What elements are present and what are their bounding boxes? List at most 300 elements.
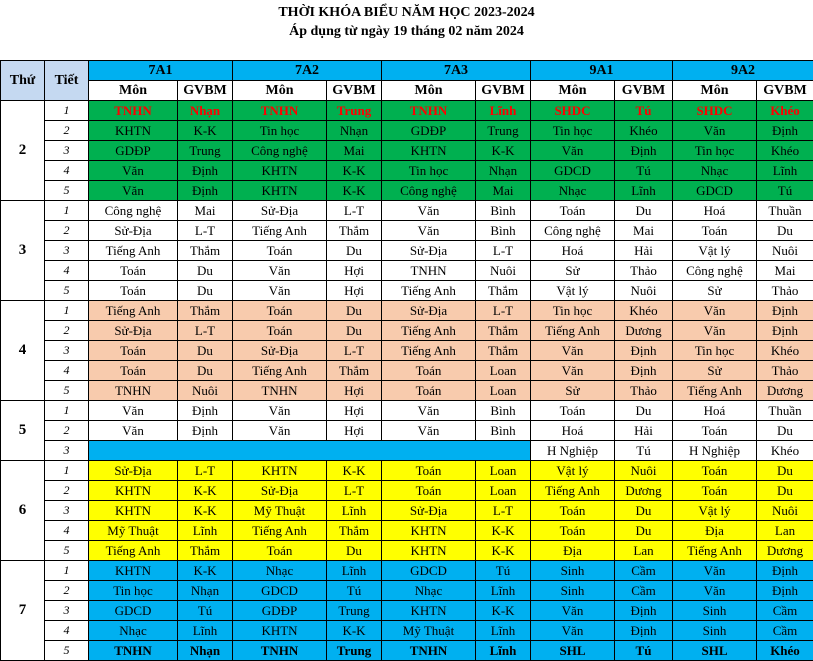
teacher-cell: Hợi xyxy=(327,401,382,421)
timetable-row xyxy=(1,461,813,481)
subject-cell: KHTN xyxy=(233,161,327,181)
subject-cell: Vật lý xyxy=(531,461,615,481)
teacher-cell: Định xyxy=(178,421,233,441)
subject-cell: Văn xyxy=(531,361,615,381)
teacher-cell: Thuần xyxy=(757,401,813,421)
teacher-cell: Hợi xyxy=(327,421,382,441)
timetable-row xyxy=(1,141,813,161)
subject-cell: Tin học xyxy=(382,161,476,181)
period-cell: 3 xyxy=(45,441,89,461)
teacher-cell: Du xyxy=(615,401,673,421)
teacher-cell: Loan xyxy=(476,361,531,381)
teacher-cell: Tú xyxy=(178,601,233,621)
subject-cell: Công nghệ xyxy=(382,181,476,201)
header-thu: Thứ xyxy=(1,61,45,101)
teacher-cell: Lĩnh xyxy=(615,181,673,201)
subject-cell: KHTN xyxy=(233,621,327,641)
subject-cell: Toán xyxy=(382,461,476,481)
subject-cell: Toán xyxy=(233,541,327,561)
subject-cell: Toán xyxy=(382,381,476,401)
subject-cell: Toán xyxy=(531,521,615,541)
subject-cell: KHTN xyxy=(233,181,327,201)
subject-cell: Toán xyxy=(233,301,327,321)
subject-cell: Tiếng Anh xyxy=(233,521,327,541)
period-cell: 4 xyxy=(45,161,89,181)
subject-cell: Tiếng Anh xyxy=(89,241,178,261)
teacher-cell: Thắm xyxy=(327,361,382,381)
timetable-row xyxy=(1,381,813,401)
teacher-cell: K-K xyxy=(327,161,382,181)
period-cell: 1 xyxy=(45,461,89,481)
teacher-cell: Khéo xyxy=(757,441,813,461)
teacher-cell: Bình xyxy=(476,401,531,421)
subject-cell: Sử-Địa xyxy=(233,341,327,361)
teacher-cell: Mai xyxy=(327,141,382,161)
subject-cell: KHTN xyxy=(89,121,178,141)
subject-cell: TNHN xyxy=(233,101,327,121)
subject-cell: Toán xyxy=(673,421,757,441)
period-cell: 5 xyxy=(45,381,89,401)
subject-cell: Toán xyxy=(233,321,327,341)
period-cell: 4 xyxy=(45,261,89,281)
subject-cell: Toán xyxy=(673,221,757,241)
subject-cell: Nhạc xyxy=(531,181,615,201)
page-subtitle: Áp dụng từ ngày 19 tháng 02 năm 2024 xyxy=(0,24,813,40)
subject-cell: Toán xyxy=(89,281,178,301)
subject-cell: Tiếng Anh xyxy=(531,321,615,341)
teacher-cell: Tú xyxy=(327,581,382,601)
teacher-cell: Định xyxy=(757,581,813,601)
subject-cell: Nhạc xyxy=(382,581,476,601)
subject-cell: Sử xyxy=(673,361,757,381)
subject-cell: Công nghệ xyxy=(531,221,615,241)
timetable-row xyxy=(1,521,813,541)
timetable-row xyxy=(1,401,813,421)
subject-cell: Nhạc xyxy=(233,561,327,581)
teacher-cell: Nhạn xyxy=(178,641,233,661)
subject-cell: SHDC xyxy=(673,101,757,121)
teacher-cell: Dương xyxy=(615,481,673,501)
subject-cell: H Nghiệp xyxy=(531,441,615,461)
teacher-cell: K-K xyxy=(476,141,531,161)
subject-cell: Văn xyxy=(531,341,615,361)
subject-cell: SHDC xyxy=(531,101,615,121)
timetable-row xyxy=(1,101,813,121)
teacher-cell: L-T xyxy=(178,221,233,241)
teacher-cell: Thắm xyxy=(327,221,382,241)
teacher-cell: Định xyxy=(178,401,233,421)
teacher-cell: Thắm xyxy=(178,301,233,321)
subject-cell: H Nghiệp xyxy=(673,441,757,461)
subject-cell: Toán xyxy=(89,361,178,381)
teacher-cell: K-K xyxy=(178,121,233,141)
teacher-cell: Cầm xyxy=(615,581,673,601)
teacher-cell: Du xyxy=(178,341,233,361)
header-mon: Môn xyxy=(89,81,178,101)
subject-cell: Hoá xyxy=(673,201,757,221)
timetable-row xyxy=(1,641,813,661)
period-cell: 3 xyxy=(45,501,89,521)
timetable-row xyxy=(1,601,813,621)
teacher-cell: Thảo xyxy=(757,361,813,381)
class-header-row xyxy=(1,61,813,81)
teacher-cell: Loan xyxy=(476,461,531,481)
timetable-row xyxy=(1,281,813,301)
period-cell: 5 xyxy=(45,281,89,301)
subject-cell: Sử-Địa xyxy=(382,241,476,261)
period-cell: 3 xyxy=(45,141,89,161)
subject-cell: Toán xyxy=(531,201,615,221)
teacher-cell: Thảo xyxy=(615,261,673,281)
teacher-cell: Du xyxy=(757,421,813,441)
teacher-cell: K-K xyxy=(476,521,531,541)
subject-cell: Văn xyxy=(89,181,178,201)
teacher-cell: Định xyxy=(757,321,813,341)
subject-cell: TNHN xyxy=(382,641,476,661)
teacher-cell: L-T xyxy=(327,481,382,501)
subject-cell: Địa xyxy=(531,541,615,561)
timetable-row xyxy=(1,181,813,201)
subject-cell: GDCD xyxy=(233,581,327,601)
subject-cell: Sử-Địa xyxy=(89,221,178,241)
subject-cell: Sinh xyxy=(531,581,615,601)
subject-cell: GDCD xyxy=(89,601,178,621)
subject-cell: GDCD xyxy=(382,561,476,581)
subject-cell: Vật lý xyxy=(673,501,757,521)
timetable-row xyxy=(1,581,813,601)
teacher-cell: Hợi xyxy=(327,381,382,401)
period-cell: 1 xyxy=(45,301,89,321)
timetable-row xyxy=(1,301,813,321)
timetable xyxy=(0,60,813,661)
subject-cell: Văn xyxy=(89,161,178,181)
teacher-cell: Khéo xyxy=(615,121,673,141)
subject-cell: Địa xyxy=(673,521,757,541)
header-mon: Môn xyxy=(233,81,327,101)
teacher-cell: Hợi xyxy=(327,261,382,281)
header-gvbm: GVBM xyxy=(476,81,531,101)
teacher-cell: K-K xyxy=(327,621,382,641)
subject-cell: Văn xyxy=(382,201,476,221)
period-cell: 2 xyxy=(45,581,89,601)
teacher-cell: Định xyxy=(615,601,673,621)
subject-cell: KHTN xyxy=(382,601,476,621)
subject-cell: Tiếng Anh xyxy=(382,281,476,301)
subject-cell: Công nghệ xyxy=(89,201,178,221)
timetable-row xyxy=(1,441,813,461)
period-cell: 2 xyxy=(45,221,89,241)
subject-cell: Văn xyxy=(673,121,757,141)
teacher-cell: Trung xyxy=(476,121,531,141)
subject-cell: Tiếng Anh xyxy=(382,321,476,341)
teacher-cell: Du xyxy=(178,361,233,381)
subject-cell: Tiếng Anh xyxy=(673,541,757,561)
teacher-cell: Tú xyxy=(476,561,531,581)
teacher-cell: Khéo xyxy=(615,301,673,321)
teacher-cell: Định xyxy=(178,181,233,201)
timetable-row xyxy=(1,421,813,441)
subject-cell: Văn xyxy=(673,581,757,601)
teacher-cell: Thắm xyxy=(178,541,233,561)
subject-cell: Tiếng Anh xyxy=(531,481,615,501)
teacher-cell: Du xyxy=(327,541,382,561)
header-class: 7A2 xyxy=(233,61,382,81)
teacher-cell: Nhạn xyxy=(327,121,382,141)
subject-cell: Văn xyxy=(233,421,327,441)
subject-cell: Văn xyxy=(382,401,476,421)
timetable-row xyxy=(1,501,813,521)
timetable-row xyxy=(1,621,813,641)
header-gvbm: GVBM xyxy=(615,81,673,101)
subject-cell: Sử xyxy=(531,261,615,281)
day-cell: 6 xyxy=(1,461,45,561)
period-cell: 2 xyxy=(45,481,89,501)
subject-cell: TNHN xyxy=(382,261,476,281)
header-class: 7A1 xyxy=(89,61,233,81)
teacher-cell: Bình xyxy=(476,421,531,441)
timetable-row xyxy=(1,121,813,141)
teacher-cell: K-K xyxy=(327,181,382,201)
subject-cell: SHL xyxy=(531,641,615,661)
teacher-cell: Tú xyxy=(757,181,813,201)
teacher-cell: Lan xyxy=(615,541,673,561)
subject-cell: Văn xyxy=(233,281,327,301)
subject-cell: Tin học xyxy=(673,141,757,161)
teacher-cell: K-K xyxy=(476,541,531,561)
period-cell: 2 xyxy=(45,321,89,341)
teacher-cell: Định xyxy=(757,301,813,321)
teacher-cell: Du xyxy=(178,281,233,301)
subject-cell: KHTN xyxy=(89,561,178,581)
teacher-cell: Du xyxy=(615,521,673,541)
timetable-row xyxy=(1,241,813,261)
teacher-cell: L-T xyxy=(178,461,233,481)
subject-cell: Sinh xyxy=(673,601,757,621)
subject-cell: Văn xyxy=(382,421,476,441)
teacher-cell: Thảo xyxy=(757,281,813,301)
teacher-cell: Nuôi xyxy=(615,461,673,481)
subject-cell: Nhạc xyxy=(673,161,757,181)
teacher-cell: Du xyxy=(615,201,673,221)
subject-cell: KHTN xyxy=(89,481,178,501)
teacher-cell: K-K xyxy=(476,601,531,621)
subject-cell: Văn xyxy=(233,401,327,421)
subject-cell: KHTN xyxy=(382,521,476,541)
subject-cell: GDCD xyxy=(673,181,757,201)
teacher-cell: Định xyxy=(178,161,233,181)
teacher-cell: Trung xyxy=(327,601,382,621)
teacher-cell: Loan xyxy=(476,381,531,401)
subject-cell: Văn xyxy=(531,621,615,641)
teacher-cell: Dương xyxy=(615,321,673,341)
timetable-row xyxy=(1,341,813,361)
day-cell: 4 xyxy=(1,301,45,401)
subject-cell: Mỹ Thuật xyxy=(89,521,178,541)
period-cell: 1 xyxy=(45,201,89,221)
subject-cell: Tin học xyxy=(89,581,178,601)
teacher-cell: Định xyxy=(615,341,673,361)
period-cell: 3 xyxy=(45,241,89,261)
subject-cell: Tiếng Anh xyxy=(89,541,178,561)
teacher-cell: Lĩnh xyxy=(327,561,382,581)
teacher-cell: Mai xyxy=(757,261,813,281)
subject-cell: SHL xyxy=(673,641,757,661)
blank-merged-cell xyxy=(89,441,531,461)
teacher-cell: Tú xyxy=(615,641,673,661)
title-area xyxy=(0,0,813,60)
teacher-cell: Mai xyxy=(178,201,233,221)
teacher-cell: Lĩnh xyxy=(757,161,813,181)
teacher-cell: Khéo xyxy=(757,341,813,361)
teacher-cell: Lĩnh xyxy=(476,621,531,641)
subject-cell: Nhạc xyxy=(89,621,178,641)
period-cell: 5 xyxy=(45,641,89,661)
timetable-row xyxy=(1,481,813,501)
day-cell: 2 xyxy=(1,101,45,201)
teacher-cell: Lĩnh xyxy=(476,101,531,121)
teacher-cell: K-K xyxy=(327,461,382,481)
teacher-cell: Hợi xyxy=(327,281,382,301)
teacher-cell: K-K xyxy=(178,561,233,581)
period-cell: 3 xyxy=(45,341,89,361)
subject-cell: KHTN xyxy=(89,501,178,521)
timetable-body xyxy=(1,101,813,661)
teacher-cell: Thắm xyxy=(476,341,531,361)
period-cell: 4 xyxy=(45,521,89,541)
teacher-cell: Định xyxy=(757,121,813,141)
period-cell: 4 xyxy=(45,361,89,381)
header-tiet: Tiết xyxy=(45,61,89,101)
teacher-cell: Thắm xyxy=(476,281,531,301)
subject-cell: GDĐP xyxy=(89,141,178,161)
teacher-cell: Trung xyxy=(178,141,233,161)
header-mon: Môn xyxy=(531,81,615,101)
subject-cell: Tin học xyxy=(233,121,327,141)
period-cell: 1 xyxy=(45,561,89,581)
subject-cell: Văn xyxy=(382,221,476,241)
subject-cell: Toán xyxy=(89,261,178,281)
subject-cell: Mỹ Thuật xyxy=(233,501,327,521)
subject-cell: Hoá xyxy=(673,401,757,421)
teacher-cell: Lĩnh xyxy=(178,521,233,541)
subject-cell: Văn xyxy=(673,321,757,341)
timetable-row xyxy=(1,201,813,221)
teacher-cell: L-T xyxy=(327,201,382,221)
teacher-cell: Định xyxy=(757,561,813,581)
header-class: 7A3 xyxy=(382,61,531,81)
subject-cell: Sử-Địa xyxy=(233,201,327,221)
teacher-cell: Du xyxy=(178,261,233,281)
header-class: 9A1 xyxy=(531,61,673,81)
subject-cell: Sử-Địa xyxy=(382,501,476,521)
subject-cell: Sinh xyxy=(673,621,757,641)
header-mon: Môn xyxy=(673,81,757,101)
teacher-cell: L-T xyxy=(476,301,531,321)
teacher-cell: L-T xyxy=(476,501,531,521)
teacher-cell: Lĩnh xyxy=(476,581,531,601)
period-cell: 4 xyxy=(45,621,89,641)
timetable-row xyxy=(1,221,813,241)
subject-cell: TNHN xyxy=(89,381,178,401)
teacher-cell: Mai xyxy=(476,181,531,201)
day-cell: 5 xyxy=(1,401,45,461)
subject-cell: Toán xyxy=(531,501,615,521)
teacher-cell: Loan xyxy=(476,481,531,501)
teacher-cell: Du xyxy=(327,301,382,321)
teacher-cell: Nhạn xyxy=(178,581,233,601)
subject-cell: Tiếng Anh xyxy=(233,221,327,241)
subject-cell: Hoá xyxy=(531,241,615,261)
subject-cell: Tin học xyxy=(531,121,615,141)
subject-cell: KHTN xyxy=(233,461,327,481)
teacher-cell: Nuôi xyxy=(757,241,813,261)
header-gvbm: GVBM xyxy=(757,81,813,101)
teacher-cell: Thắm xyxy=(178,241,233,261)
teacher-cell: Thảo xyxy=(615,381,673,401)
subject-cell: Sử-Địa xyxy=(89,461,178,481)
teacher-cell: Trung xyxy=(327,101,382,121)
subject-cell: Vật lý xyxy=(531,281,615,301)
timetable-row xyxy=(1,161,813,181)
teacher-cell: Dương xyxy=(757,541,813,561)
subject-cell: Hoá xyxy=(531,421,615,441)
subject-cell: Văn xyxy=(89,421,178,441)
teacher-cell: Trung xyxy=(327,641,382,661)
timetable-row xyxy=(1,361,813,381)
teacher-cell: K-K xyxy=(178,501,233,521)
teacher-cell: Nuôi xyxy=(476,261,531,281)
teacher-cell: Du xyxy=(327,321,382,341)
subject-cell: Sử xyxy=(673,281,757,301)
teacher-cell: Lĩnh xyxy=(178,621,233,641)
teacher-cell: Du xyxy=(757,481,813,501)
subject-cell: Sử-Địa xyxy=(233,481,327,501)
header-mon: Môn xyxy=(382,81,476,101)
teacher-cell: Cầm xyxy=(757,601,813,621)
teacher-cell: Nuôi xyxy=(178,381,233,401)
teacher-cell: L-T xyxy=(476,241,531,261)
subject-cell: TNHN xyxy=(233,641,327,661)
teacher-cell: Hải xyxy=(615,241,673,261)
subject-cell: Toán xyxy=(382,361,476,381)
period-cell: 3 xyxy=(45,601,89,621)
teacher-cell: Khéo xyxy=(757,641,813,661)
teacher-cell: Thuần xyxy=(757,201,813,221)
timetable-row xyxy=(1,561,813,581)
teacher-cell: Định xyxy=(615,141,673,161)
subject-cell: TNHN xyxy=(89,641,178,661)
subject-cell: TNHN xyxy=(382,101,476,121)
subject-cell: Văn xyxy=(89,401,178,421)
subject-cell: Toán xyxy=(673,481,757,501)
day-cell: 7 xyxy=(1,561,45,661)
subject-cell: GDĐP xyxy=(233,601,327,621)
timetable-row xyxy=(1,321,813,341)
subject-cell: Văn xyxy=(673,561,757,581)
period-cell: 1 xyxy=(45,401,89,421)
teacher-cell: Thắm xyxy=(327,521,382,541)
teacher-cell: Nuôi xyxy=(757,501,813,521)
teacher-cell: Tú xyxy=(615,441,673,461)
period-cell: 5 xyxy=(45,541,89,561)
subject-cell: Tiếng Anh xyxy=(673,381,757,401)
teacher-cell: Bình xyxy=(476,221,531,241)
header-gvbm: GVBM xyxy=(178,81,233,101)
teacher-cell: L-T xyxy=(178,321,233,341)
teacher-cell: Mai xyxy=(615,221,673,241)
teacher-cell: Du xyxy=(327,241,382,261)
header-class: 9A2 xyxy=(673,61,813,81)
